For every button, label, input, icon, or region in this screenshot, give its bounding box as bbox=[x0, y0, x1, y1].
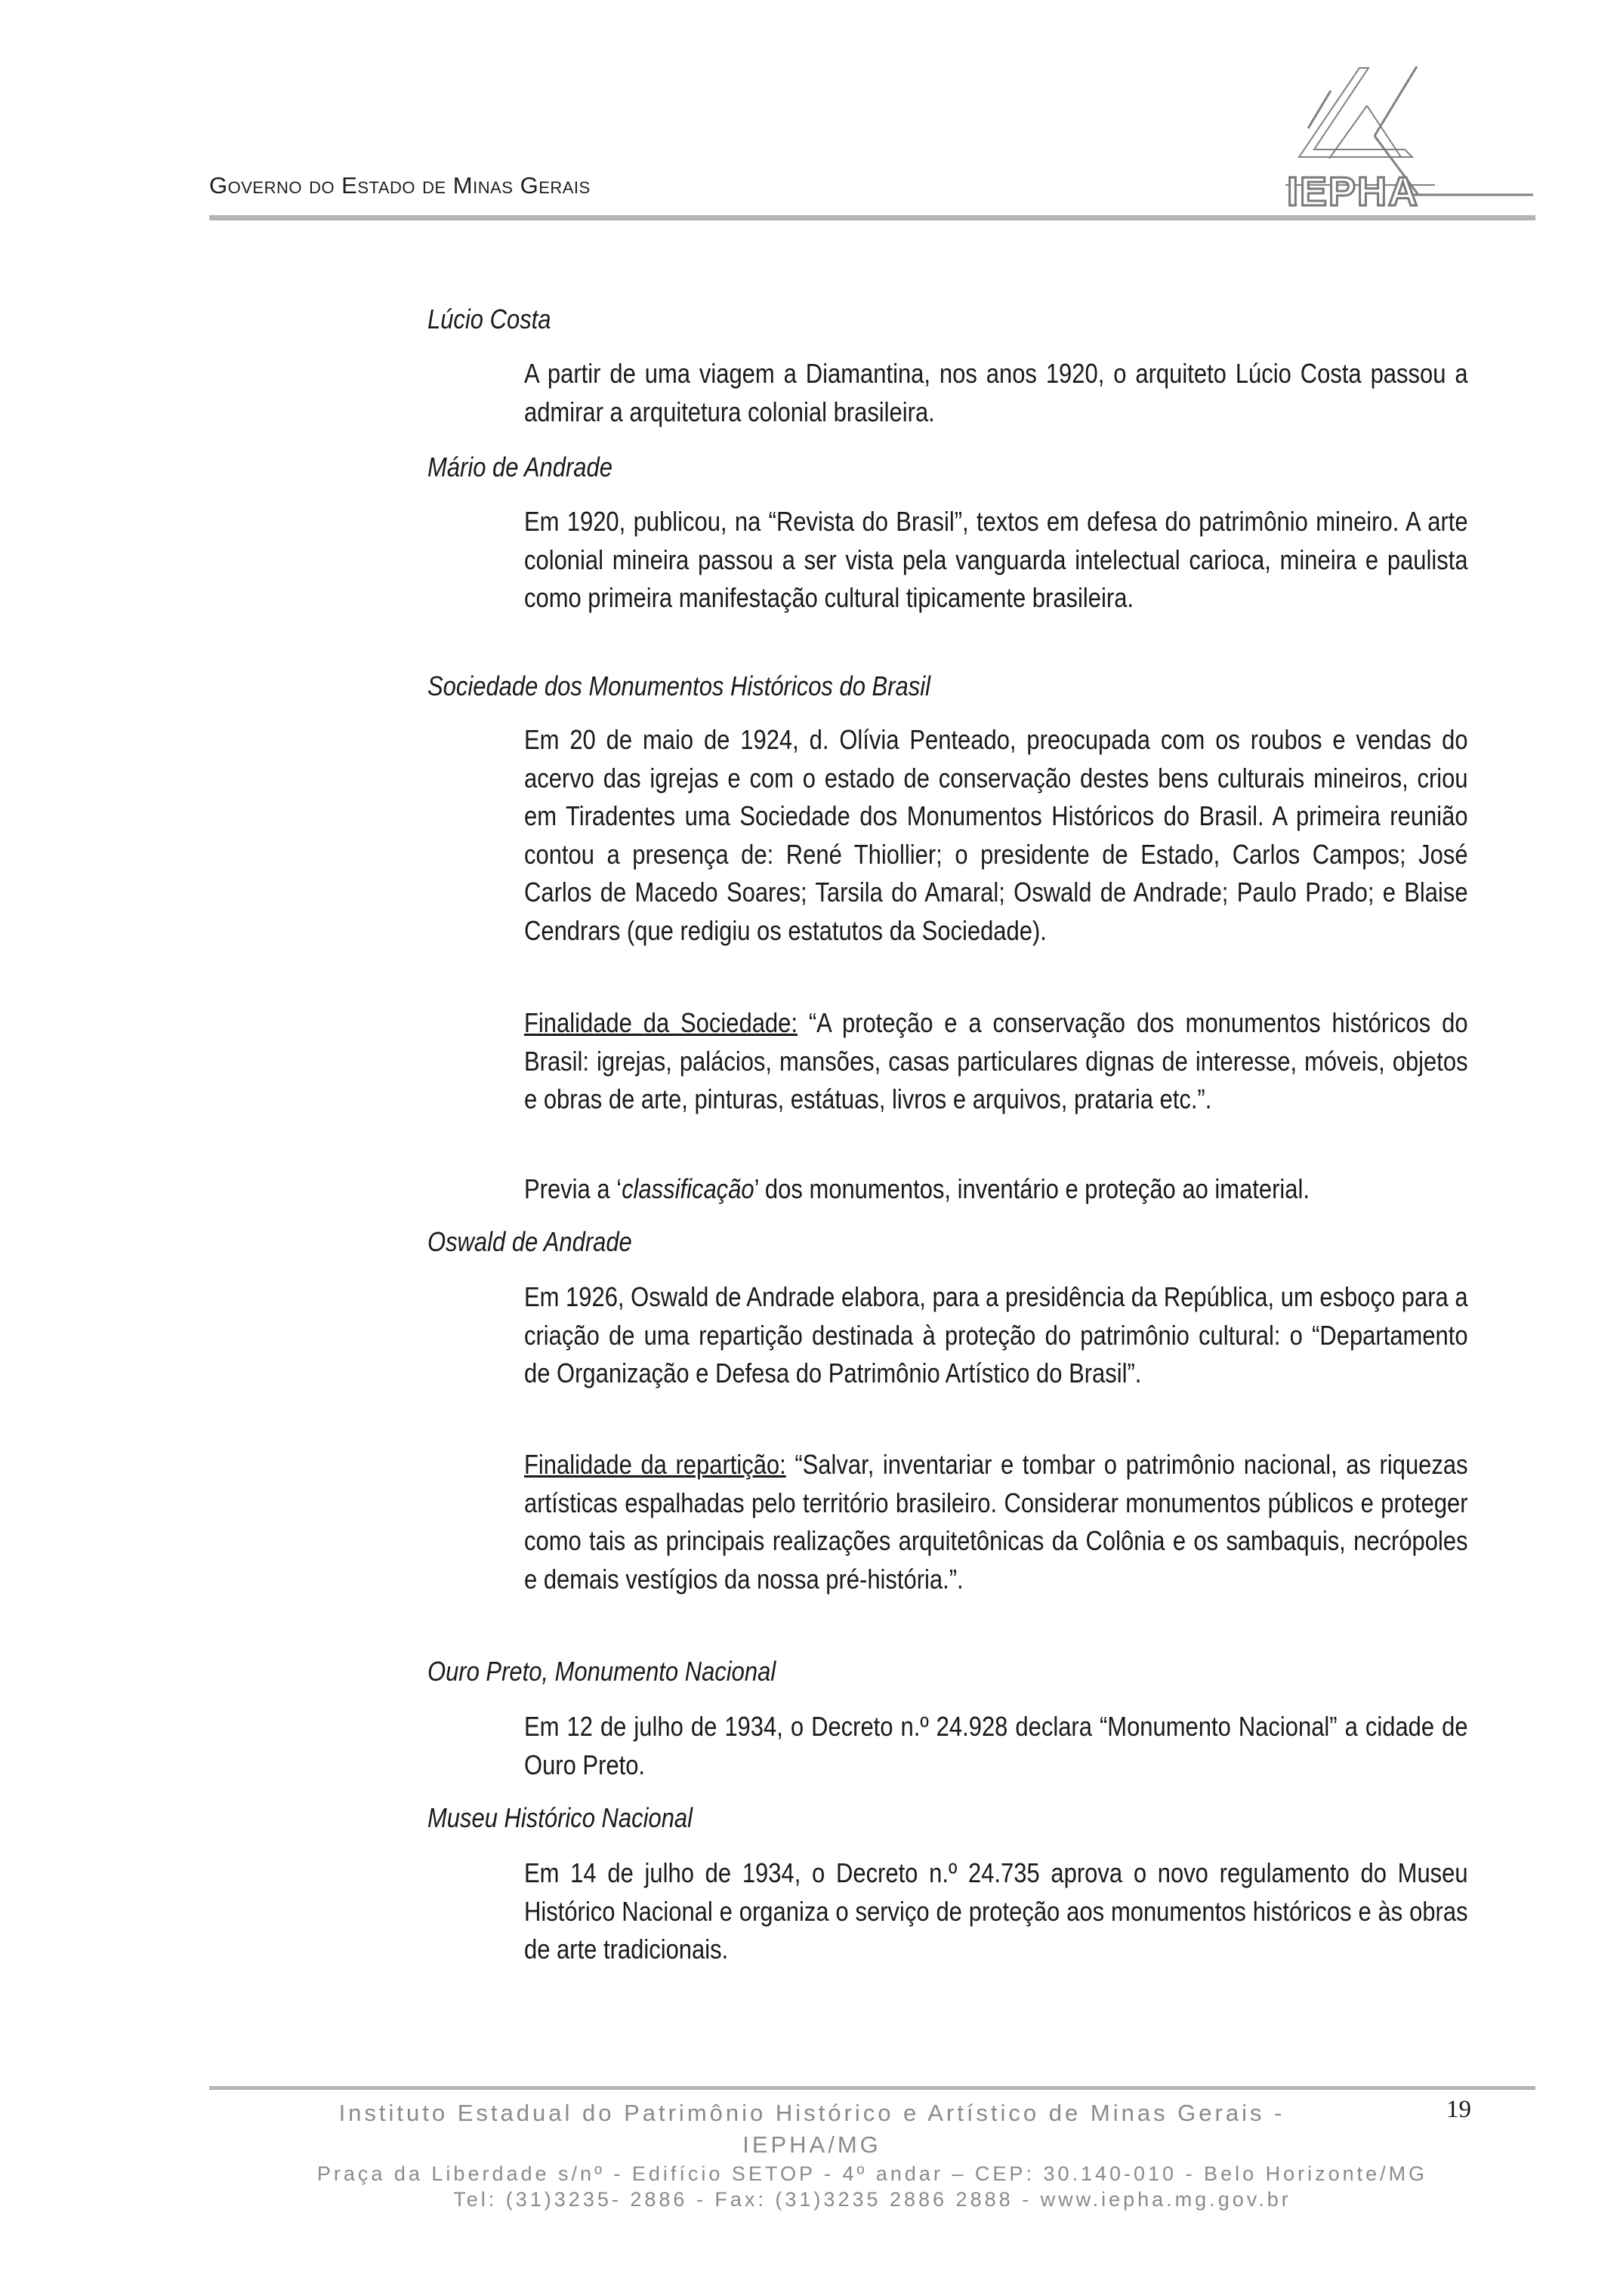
section-heading: Sociedade dos Monumentos Históricos do Brasil bbox=[427, 670, 930, 701]
logo-text: IEPHA bbox=[1287, 169, 1420, 208]
previa-paragraph bbox=[524, 1170, 1468, 1209]
paragraph: Em 20 de maio de 1924, d. Olívia Penteado, preocupada com os roubos e vendas do acervo das igrejas e com o estado de conservação destes bens culturais mineiros, criou em Tiradentes uma Sociedade dos Monumentos Históricos do Brasil. A primeira reunião contou a presença de: René Thiollier; o presidente de Estado, Carlos Campos; José Carlos de Macedo Soares; Tarsila do Amaral; Oswald de Andrade; Paulo Prado; e Blaise Cendrars (que redigiu os estatutos da Sociedade). bbox=[524, 724, 1468, 946]
section-heading: Ouro Preto, Monumento Nacional bbox=[427, 1656, 776, 1687]
footer-acronym: IEPHA/MG bbox=[742, 2131, 881, 2158]
section-heading: Mário de Andrade bbox=[427, 451, 612, 482]
finalidade-label: Finalidade da Sociedade: bbox=[524, 1007, 798, 1038]
footer-address: Praça da Liberdade s/nº - Edifício SETOP - 4º andar – CEP: 30.140-010 - Belo Horizonte/MG bbox=[316, 2162, 1428, 2185]
paragraph: A partir de uma viagem a Diamantina, nos anos 1920, o arquiteto Lúcio Costa passou a admirar a arquitetura colonial brasileira. bbox=[524, 358, 1468, 427]
section-heading: Oswald de Andrade bbox=[427, 1226, 632, 1257]
paragraph: Em 1920, publicou, na “Revista do Brasil”, textos em defesa do patrimônio mineiro. A arte colonial mineira passou a ser vista pela vanguarda intelectual carioca, mineira e paulista como primeira manifestação cultural tipicamente brasileira. bbox=[524, 506, 1468, 613]
previa-italic: classificação bbox=[622, 1173, 754, 1204]
footer-divider bbox=[209, 2086, 1535, 2090]
footer-institution: Instituto Estadual do Patrimônio Histórico e Artístico de Minas Gerais - bbox=[338, 2100, 1285, 2126]
paragraph: Em 14 de julho de 1934, o Decreto n.º 24.735 aprova o novo regulamento do Museu Histórico Nacional e organiza o serviço de proteção aos monumentos históricos e às obras de arte tradicionais. bbox=[524, 1857, 1468, 1965]
paragraph: Em 12 de julho de 1934, o Decreto n.º 24.928 declara “Monumento Nacional” a cidade de Ouro Preto. bbox=[524, 1711, 1468, 1780]
footer-contact: Tel: (31)3235- 2886 - Fax: (31)3235 2886 2888 - www.iepha.mg.gov.br bbox=[453, 2188, 1291, 2211]
previa-before: Previa a ‘ bbox=[524, 1173, 622, 1204]
page-number: 19 bbox=[1446, 2096, 1471, 2123]
paragraph: Em 1926, Oswald de Andrade elabora, para a presidência da República, um esboço para a criação de uma repartição destinada à proteção do patrimônio cultural: o “Departamento de Organização e Defesa do Patrimônio Artístico do Brasil”. bbox=[524, 1281, 1468, 1388]
finalidade-paragraph bbox=[524, 1446, 1468, 1598]
iepha-logo bbox=[1284, 60, 1541, 208]
previa-after: ’ dos monumentos, inventário e proteção ao imaterial. bbox=[754, 1173, 1310, 1204]
header-divider bbox=[209, 215, 1535, 220]
finalidade-label: Finalidade da repartição: bbox=[524, 1449, 786, 1480]
finalidade-text: “Salvar, inventariar e tombar o patrimônio nacional, as riquezas artísticas espalhadas pelo território brasileiro. Considerar monumentos públicos e proteger como tais as principais realizações arquitetônicas da Colônia e os sambaquis, necrópoles e demais vestígios da nossa pré-história.”. bbox=[524, 1449, 1468, 1595]
header-title: Governo do Estado de Minas Gerais bbox=[209, 172, 591, 199]
finalidade-paragraph bbox=[524, 1004, 1468, 1119]
section-heading: Lúcio Costa bbox=[427, 304, 551, 334]
section-heading: Museu Histórico Nacional bbox=[427, 1802, 693, 1833]
finalidade-text: “A proteção e a conservação dos monumentos históricos do Brasil: igrejas, palácios, mansões, casas particulares dignas de interesse, móveis, objetos e obras de arte, pinturas, estátuas, livros e arquivos, prataria etc.”. bbox=[524, 1007, 1468, 1114]
